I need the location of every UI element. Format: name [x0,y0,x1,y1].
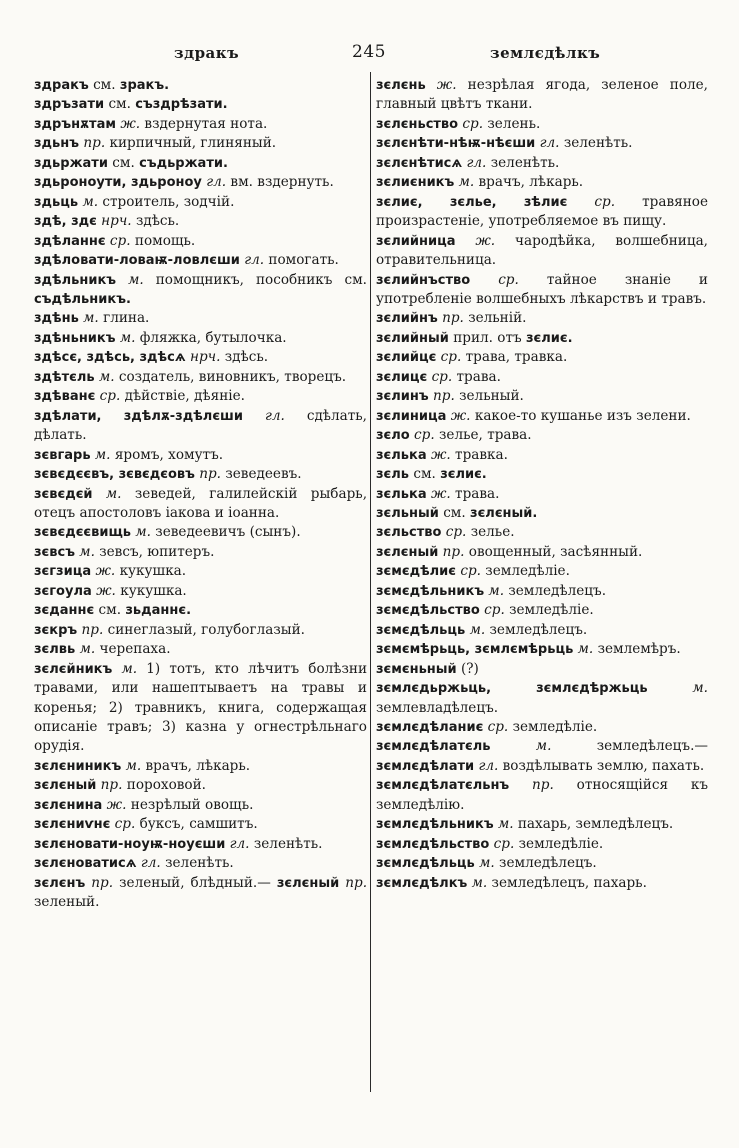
dictionary-entry [376,582,708,601]
definition: тайное знаніе и употребленіе волшебныхъ лѣкарствъ и травъ. [376,271,708,307]
part-of-speech: м. [497,816,514,833]
definition: см. [443,504,471,521]
headword: зєвсъ [34,544,75,560]
definition: здѣсь. [135,213,180,230]
dictionary-entry [34,446,367,465]
headword: зємлєдьржьць, зємлєдѣржьць [376,681,648,697]
definition: прил. отъ [453,329,526,346]
definition: помогать. [268,252,339,269]
dictionary-entry [34,854,367,873]
definition: вздернутая нота. [144,115,268,132]
part-of-speech: пр. [91,874,114,891]
part-of-speech: м. [469,621,486,638]
part-of-speech: гл. [206,174,227,191]
dictionary-entry [376,134,708,153]
definition: зеленый. [34,894,100,911]
definition: чародѣйка, волшебница, отравительница. [376,232,709,269]
part-of-speech: ср. [414,427,435,444]
headword: здръзати [34,97,105,113]
part-of-speech: ж. [430,446,451,463]
definition: глина. [103,310,150,327]
headword: зєвєдєєвищь [34,525,132,541]
headword: здѣланнє [34,233,106,249]
dictionary-entry [34,232,367,251]
part-of-speech: м. [458,174,475,191]
definition: см. [108,96,136,113]
cross-reference: зєлєный [276,875,340,891]
dictionary-entry [376,660,708,679]
definition: врачъ, лѣкарь. [478,174,584,191]
definition: земледѣлецъ. [508,582,607,599]
headword: зєвєдєй [34,486,93,502]
part-of-speech: м. [79,641,96,658]
dictionary-entry [34,95,367,114]
headword: зєлийнъство [376,272,471,288]
dictionary-entry [376,640,708,659]
dictionary-entry [34,874,367,913]
headword: здѣ, здє [34,214,97,230]
headword: здѣльникъ [34,272,117,288]
headword: здьроноути, здьроноу [34,175,202,191]
headword: зєгоула [34,583,92,599]
cross-reference: зємлєдѣлати [376,758,475,774]
column-divider [370,72,371,1092]
dictionary-entry [376,309,708,328]
headword: зєлєноватисѧ [34,856,137,872]
definition: яромъ, хомутъ. [114,446,224,463]
part-of-speech: пр. [442,310,464,327]
definition: зеленѣть. [253,835,323,852]
definition: зевсъ, юпитеръ. [99,543,215,560]
dictionary-entry [376,154,708,173]
definition: земледѣлецъ.— [596,738,708,755]
definition: незрѣлая ягода, зеленое поле, главный цвѣтъ ткани. [376,77,708,113]
headword: здьржати [34,155,108,171]
dictionary-entry [376,193,708,232]
part-of-speech: м. [105,485,122,502]
part-of-speech: гл. [478,757,499,774]
headword: зєлєньство [376,116,459,132]
part-of-speech: м. [479,855,495,872]
dictionary-entry [376,76,708,115]
dictionary-entry [376,271,708,310]
dictionary-entry [376,562,708,581]
definition: сдѣлать, дѣлать. [34,407,367,444]
definition: кукушка. [119,563,187,580]
headword: здѣванє [34,389,96,405]
part-of-speech: м. [125,757,142,774]
definition: землемѣръ. [597,641,681,658]
dictionary-entry [34,523,367,542]
part-of-speech: ср. [431,368,453,385]
cross-reference: съдьржати. [139,155,228,171]
headword: зєлинъ [376,389,429,405]
part-of-speech: м. [79,543,95,560]
definition: трава. [455,485,500,502]
definition: см. [112,154,140,171]
definition: овощенный, засѣянный. [468,543,643,560]
definition: земледѣліе. [509,602,594,619]
headword: зємлєдѣланиє [376,719,484,735]
dictionary-entry [34,76,367,95]
part-of-speech: ср. [498,271,519,288]
part-of-speech: ж. [95,563,116,580]
running-head-left: здракъ [174,44,240,62]
headword: зєданнє [34,603,95,619]
definition: травка. [455,446,508,463]
definition: зеведей, галилейскій рыбарь, отецъ апостоловъ іакова и іоанна. [34,485,368,521]
part-of-speech: м. [692,680,708,697]
part-of-speech: м. [119,329,136,346]
dictionary-entry [34,173,367,192]
headword: зєлєный [376,544,439,560]
dictionary-entry [376,368,708,387]
running-head-right: землєдѣлкъ [490,44,601,62]
part-of-speech: ж. [120,115,141,132]
part-of-speech: нрч. [101,213,132,230]
part-of-speech: ср. [462,115,484,132]
headword: зєлєнѣти-нѣѭ-нѣєши [376,136,536,152]
part-of-speech: гл. [539,135,560,152]
headword: зємлєдѣльникъ [376,817,494,833]
dictionary-entry [376,173,708,192]
definition: зеведеевичъ (сынъ). [155,524,301,541]
definition: воздѣлывать землю, пахать. [502,757,705,774]
part-of-speech: м. [98,368,115,385]
definition: дѣйствіе, дѣяніе. [124,388,245,405]
definition: зеленѣть. [490,154,560,171]
cross-reference: зєлиє. [525,330,573,346]
part-of-speech: ср. [487,718,509,735]
headword: зєлєниѵнє [34,817,111,833]
part-of-speech: ж. [430,485,451,502]
part-of-speech: м. [471,874,488,891]
dictionary-entry [376,835,708,854]
headword: зєлиница [376,408,447,424]
definition: см. [413,466,441,483]
definition: какое-то кушанье изъ зелени. [474,407,691,424]
dictionary-entry [376,348,708,367]
part-of-speech: ср. [493,835,515,852]
headword: зєлийный [376,330,449,346]
definition: зеведеевъ. [225,466,302,483]
headword: зємєньный [376,661,457,677]
dictionary-entry [34,407,367,446]
headword: зєлєнъ [34,875,86,891]
headword: зємєдѣлиє [376,564,456,580]
part-of-speech: ж. [106,796,127,813]
dictionary-entry [34,387,367,406]
dictionary-entry [376,523,708,542]
headword: зємлєдѣлатєльнъ [376,778,510,794]
part-of-speech: гл. [244,252,265,269]
dictionary-entry [376,543,708,562]
dictionary-entry [376,874,708,893]
cross-reference: зракъ. [119,78,170,93]
definition: (?) [460,660,479,677]
definition: см. [93,77,120,93]
definition: земледѣліе. [512,718,598,735]
headword: зємлєдѣльць [376,856,475,872]
headword: зєлєнина [34,797,103,813]
part-of-speech: ср. [114,816,136,833]
dictionary-entry [34,582,367,601]
definition: зеленый, блѣдный.— [119,874,271,891]
part-of-speech: гл. [140,855,161,872]
dictionary-entry [34,154,367,173]
dictionary-entry [34,562,367,581]
part-of-speech: м. [94,446,111,463]
headword: зєлєниникъ [34,758,122,774]
dictionary-entry [34,465,367,484]
definition: создатель, виновникъ, творецъ. [118,368,347,385]
headword: зєвєдєєвъ, зєвєдєовъ [34,467,195,483]
left-column [34,76,367,912]
cross-reference: зєлиє. [440,467,487,483]
part-of-speech: м. [128,271,144,288]
headword: зєлийница [376,233,456,249]
dictionary-entry [34,835,367,854]
definition: синеглазый, голубоглазый. [107,621,305,638]
dictionary-entry [376,854,708,873]
definition: буксъ, самшитъ. [139,816,258,833]
definition: зельный. [459,388,524,405]
definition: зелье, трава. [439,427,532,444]
dictionary-entry [376,815,708,834]
part-of-speech: ср. [445,524,467,541]
headword: зєлиєникъ [376,175,455,191]
definition: земледѣліе. [518,835,604,852]
dictionary-entry [34,329,367,348]
definition: зеленѣть. [563,135,633,152]
definition: вм. вздернуть. [230,174,334,191]
dictionary-entry [376,426,708,445]
part-of-speech: пр. [199,466,221,483]
part-of-speech: нрч. [189,349,221,366]
cross-reference: зєлєный. [470,505,538,521]
definition: зелень. [487,115,541,132]
headword: здѣлати, здѣлѫ-здѣлєши [34,408,243,424]
headword: зємєдѣльство [376,603,480,619]
headword: зєлєйникъ [34,661,113,677]
dictionary-entry [34,212,367,231]
dictionary-entry [376,718,708,737]
dictionary-entry [34,115,367,134]
definition: строитель, зодчій. [102,193,235,210]
dictionary-entry [34,309,367,328]
dictionary-entry [34,543,367,562]
headword: зєлийнъ [376,311,438,327]
dictionary-entry [34,348,367,367]
part-of-speech: гл. [229,835,250,852]
part-of-speech: гл. [264,407,285,424]
headword: зємлєдѣлатєль [376,739,491,755]
definition: земледѣліе. [485,563,570,580]
definition: земледѣлецъ, пахарь. [491,874,647,891]
dictionary-entry [376,407,708,426]
dictionary-entry [34,815,367,834]
part-of-speech: пр. [432,388,455,405]
headword: зємлєдѣлкъ [376,875,468,891]
dictionary-entry [376,679,708,718]
headword: здракъ [34,78,89,93]
dictionary-entry [34,621,367,640]
headword: зєлийцє [376,350,437,366]
part-of-speech: м. [121,660,138,677]
definition: зельній. [468,310,527,327]
part-of-speech: пр. [100,777,123,794]
dictionary-entry [34,485,367,524]
headword: зєлєнѣтисѧ [376,155,463,171]
part-of-speech: ср. [109,232,131,249]
headword: зємємѣрьць, зємлємѣрьць [376,642,574,658]
definition: врачъ, лѣкарь. [145,757,251,774]
definition: помощь. [134,232,196,249]
headword: зєльство [376,525,442,541]
headword: зємлєдѣльство [376,836,490,852]
definition: незрѣлый овощь. [130,796,254,813]
dictionary-entry [376,504,708,523]
part-of-speech: ср. [460,563,481,580]
headword: здѣсє, здѣсь, здѣсѧ [34,350,186,366]
headword: зєлицє [376,369,428,385]
headword: здѣтєль [34,369,95,385]
headword: зєвгарь [34,447,91,463]
part-of-speech: гл. [466,154,487,171]
dictionary-entry [34,796,367,815]
dictionary-entry [376,387,708,406]
definition: кирпичный, глиняный. [109,135,277,152]
headword: зєлька [376,447,427,463]
part-of-speech: м. [535,738,552,755]
definition: кукушка. [120,582,187,599]
dictionary-entry [34,776,367,795]
dictionary-entry [376,776,708,815]
cross-reference: зьданнє. [125,603,192,619]
part-of-speech: пр. [442,543,465,560]
right-column [376,76,708,893]
part-of-speech: ж. [450,407,471,424]
headword: зємєдѣльць [376,622,466,638]
headword: зєлька [376,486,427,502]
page-number: 245 [352,42,386,62]
headword: зємєдѣльникъ [376,583,485,599]
definition: трава, травка. [465,349,568,366]
dictionary-entry [376,465,708,484]
part-of-speech: ср. [594,193,616,210]
headword: зєль [376,467,410,483]
definition: пороховой. [126,777,206,794]
definition: трава. [456,368,501,385]
dictionary-entry [376,601,708,620]
definition: см. [98,602,126,619]
dictionary-entry [34,193,367,212]
headword: зєлєнь [376,78,426,93]
dictionary-entry [34,251,367,270]
dictionary-entry [34,757,367,776]
headword: здѣньникъ [34,330,116,346]
definition: зелье. [470,524,515,541]
headword: зєлиє, зєлье, зѣлиє [376,194,568,210]
dictionary-entry [376,485,708,504]
definition: относящійся къ земледѣлію. [376,777,708,813]
part-of-speech: ср. [440,349,462,366]
headword: здрънѫтам [34,116,116,132]
part-of-speech: ж. [96,582,116,599]
headword: зєлєновати-ноуѭ-ноуєши [34,836,226,852]
part-of-speech: м. [488,582,505,599]
dictionary-entry [34,271,367,310]
dictionary-entry [34,601,367,620]
headword: здьць [34,194,79,210]
part-of-speech: пр. [532,777,554,794]
headword: здьнъ [34,136,80,152]
dictionary-entry [376,115,708,134]
part-of-speech: м. [135,524,151,541]
cross-reference: съдѣльникъ. [34,291,131,307]
part-of-speech: ж. [475,232,496,249]
definition: фляжка, бутылочка. [139,329,287,346]
dictionary-entry [376,232,708,271]
headword: здѣнь [34,311,79,327]
definition: земледѣлецъ. [499,855,597,872]
definition: пахарь, земледѣлецъ. [517,816,674,833]
part-of-speech: пр. [83,135,106,152]
part-of-speech: м. [82,193,99,210]
definition: черепаха. [99,641,171,658]
part-of-speech: м. [577,641,594,658]
dictionary-entry [34,640,367,659]
definition: травяное произрастеніе, употребляемое въ пищу. [376,193,709,230]
part-of-speech: м. [83,310,99,327]
definition: зеленѣть. [165,855,234,872]
definition: земледѣлецъ. [489,621,588,638]
part-of-speech: ср. [484,602,505,619]
cross-reference: създрѣзати. [135,97,228,113]
definition: землевладѣлецъ. [376,699,499,716]
definition: помощникъ, пособникъ см. [155,271,367,288]
headword: зєгзица [34,564,92,580]
dictionary-entry [34,660,367,757]
dictionary-entry [34,134,367,153]
dictionary-entry [376,621,708,640]
headword: зєло [376,428,410,444]
part-of-speech: ж. [436,77,457,93]
dictionary-entry [376,446,708,465]
dictionary-entry [376,329,708,348]
headword: зєлєный [34,778,97,794]
dictionary-entry [34,368,367,387]
headword: зєкръ [34,622,78,638]
headword: здѣловати-ловаѭ-ловлєши [34,253,240,269]
dictionary-entry [376,737,708,776]
definition: 1) тотъ, кто лѣчитъ болѣзни травами, или нашептываетъ на травы и коренья; 2) травникъ, книга, содержащая описаніе травъ; 3) казна у огнестрѣльнаго орудія. [34,660,368,755]
part-of-speech: пр. [81,621,104,638]
part-of-speech: ср. [99,388,121,405]
definition: здѣсь. [224,349,269,366]
part-of-speech: пр. [345,874,368,891]
headword: зєлвь [34,642,76,658]
headword: зєльный [376,505,439,521]
